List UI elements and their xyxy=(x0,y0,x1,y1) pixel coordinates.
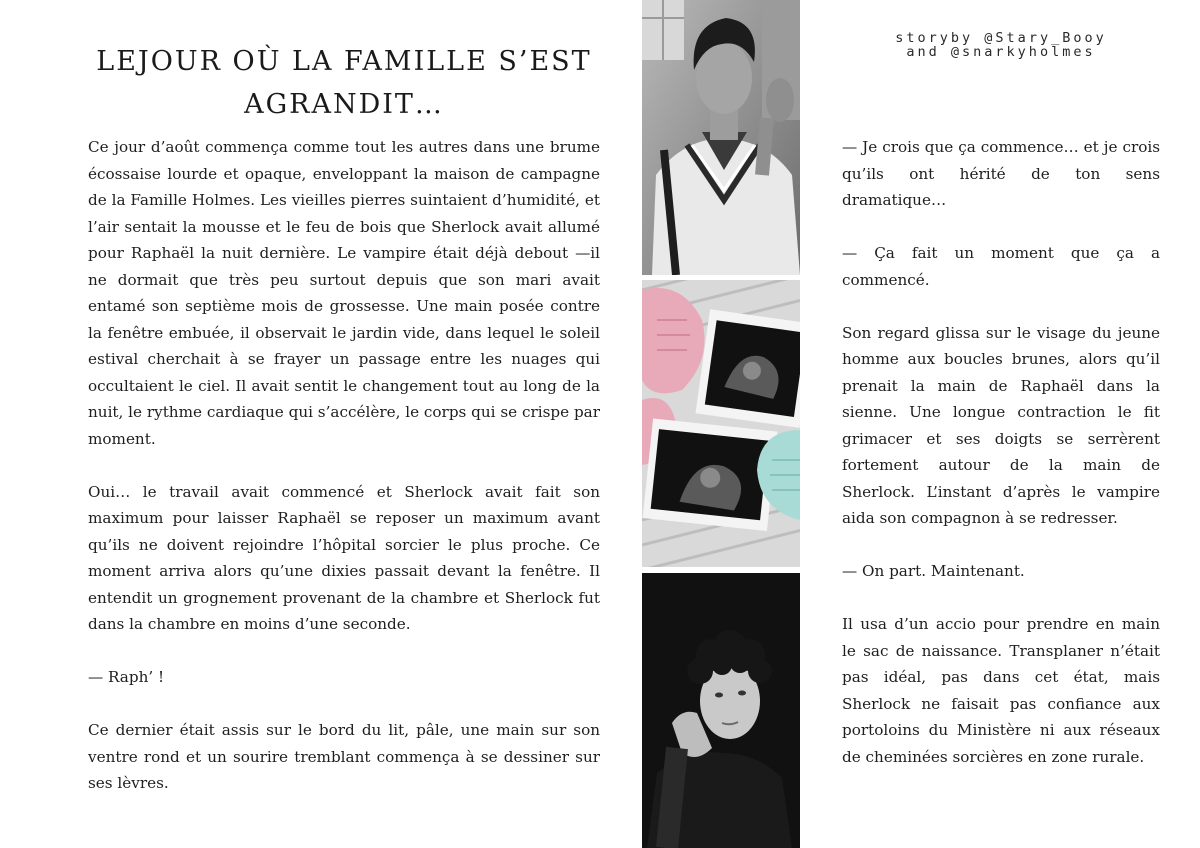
right-text-column xyxy=(842,134,1160,770)
story-title: LEJOUR OÙ LA FAMILLE S’EST AGRANDIT… xyxy=(96,46,592,120)
man-portrait-icon xyxy=(642,0,800,275)
right-paragraph-2: — Ça fait un moment que ça a commencé. xyxy=(842,244,1160,289)
right-paragraph-1: — Je crois que ça commence… et je crois qu’ils ont hérité de ton sens dramatique… xyxy=(842,138,1160,209)
baby-shoes-ultrasound-icon xyxy=(642,280,800,567)
credit-line-2: and @snarkyholmes xyxy=(906,43,1096,60)
right-paragraph-3: Son regard glissa sur le visage du jeune homme aux boucles brunes, alors qu’il prenait la main de Raphaël dans la sienne. Une longue contraction le fit grimacer et ses doigts se serrèrent fortement autour de la main de Sherlock. L’instant d’après le vampire aida son compagnon à se redresser. xyxy=(842,323,1160,527)
left-paragraph-1: Ce jour d’août commença comme tout les autres dans une brume écossaise lourde et opaque, enveloppant la maison de campagne de la Famille Holmes. Les vieilles pierres suintaient d’humidité, et l’air sentait la mousse et le feu de bois que Sherlock avait allumé pour Raphaël la nuit dernière. Le vampire était déjà debout —il ne dormait que très peu surtout depuis que son mari avait entamé son septième mois de grossesse. Une main posée contre la fenêtre embuée, il observait le jardin vide, dans lequel le soleil estival cherchait à se frayer un passage entre les nuages qui occultaient le ciel. Il avait sentit le changement tout au long de la nuit, le rythme cardiaque qui s’accélère, le corps qui se crispe par moment. xyxy=(88,138,600,448)
right-paragraph-4: — On part. Maintenant. xyxy=(842,562,1025,580)
left-paragraph-3: — Raph’ ! xyxy=(88,668,165,686)
story-credit xyxy=(842,32,1160,59)
left-paragraph-2: Oui… le travail avait commencé et Sherlock avait fait son maximum pour laisser Raphaël se reposer un maximum avant qu’ils ne doivent rejoindre l’hôpital sorcier le plus proche. Ce moment arriva alors qu’une dixies passait devant la fenêtre. Il entendit un grognement provenant de la chambre et Sherlock fut dans la chambre en moins d’une seconde. xyxy=(88,482,600,633)
left-paragraph-4: Ce dernier était assis sur le bord du lit, pâle, une main sur son ventre rond et un sourire tremblant commença à se dessiner sur ses lèvres. xyxy=(88,721,600,792)
right-paragraph-5: Il usa d’un accio pour prendre en main le sac de naissance. Transplaner n’était pas idéal, pas dans cet état, mais Sherlock ne faisait pas confiance aux portoloins du Ministère ni aux réseaux de cheminées sorcières en zone rurale. xyxy=(842,615,1160,766)
young-man-portrait-icon xyxy=(642,573,800,848)
photo-young-man-portrait xyxy=(642,573,800,848)
credit-line-1: storyby @Stary_Booy xyxy=(895,30,1107,46)
photo-baby-shoes-ultrasound xyxy=(642,280,800,567)
photo-man-portrait xyxy=(642,0,800,275)
left-text-column xyxy=(88,134,600,797)
